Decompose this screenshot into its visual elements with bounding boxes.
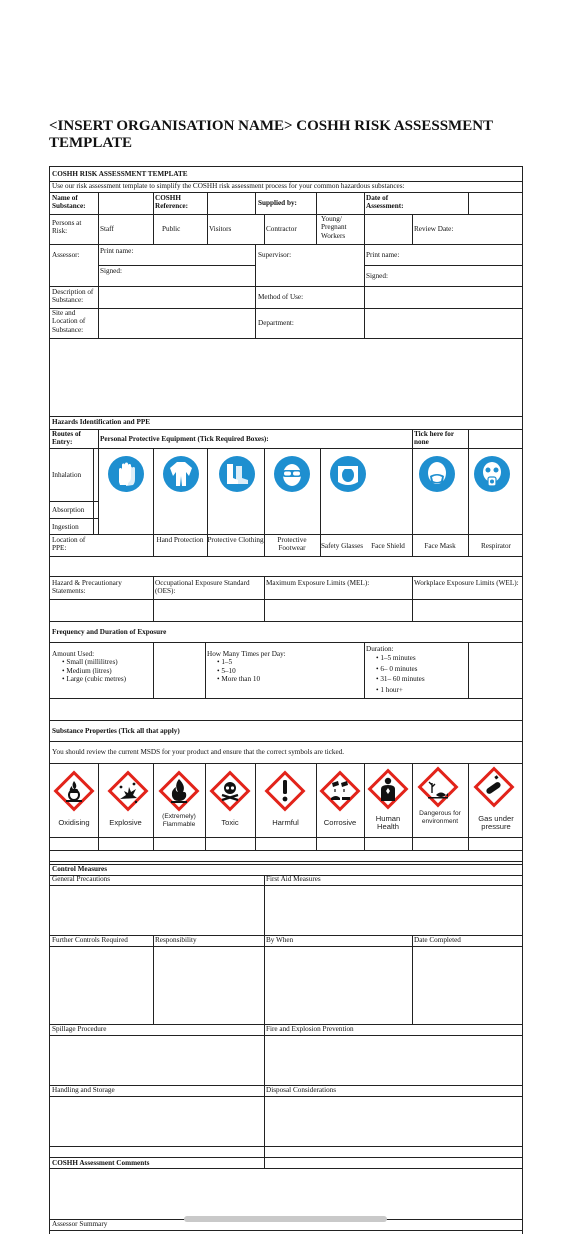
- face-shield-icon: [330, 456, 366, 492]
- routes-of-entry-label: Routes of Entry:: [52, 430, 81, 447]
- control-measures-heading: Control Measures: [52, 865, 108, 873]
- description-label: Description of Substance:: [52, 288, 94, 305]
- assessor-signed: Signed:: [100, 267, 122, 275]
- duration: [366, 645, 466, 695]
- assessor-label: Assessor:: [52, 251, 80, 259]
- date-of-assessment-label: Date of Assessment:: [366, 194, 404, 211]
- ppe-label-protective-footwear[interactable]: Protective Footwear: [277, 536, 307, 553]
- supervisor-print-name: Print name:: [366, 251, 400, 259]
- health-hazard-icon: [366, 767, 410, 811]
- oxidising-icon: [52, 769, 96, 813]
- tick-none-label: Tick here for none: [414, 430, 454, 447]
- supplied-by-label: Supplied by:: [258, 199, 297, 207]
- further-controls-label: Further Controls Required: [52, 936, 128, 944]
- supervisor-label: Supervisor:: [258, 251, 292, 259]
- explosive-icon: [106, 769, 150, 813]
- review-date-label: Review Date:: [414, 225, 454, 233]
- symbol-label-explosive[interactable]: Explosive: [109, 818, 142, 827]
- name-of-substance-label: Name of Substance:: [52, 194, 86, 211]
- disposal-label: Disposal Considerations: [266, 1086, 337, 1094]
- symbol-label-gas-under-pressure[interactable]: Gas under pressure: [478, 814, 514, 832]
- by-when-label: By When: [266, 936, 294, 944]
- route-ingestion[interactable]: Ingestion: [52, 523, 79, 531]
- oes-label: Occupational Exposure Standard (OES):: [155, 579, 250, 596]
- harmful-icon: [263, 769, 307, 813]
- ppe-label-hand-protection[interactable]: Hand Protection: [156, 536, 204, 544]
- symbol-label-human-health[interactable]: Human Health: [375, 814, 401, 832]
- duration-1-5[interactable]: • 1–5 minutes: [376, 653, 466, 663]
- times-more-than-10[interactable]: • More than 10: [217, 675, 362, 683]
- goggles-icon: [274, 456, 310, 492]
- corrosive-icon: [318, 769, 362, 813]
- location-of-ppe-label: Location of PPE:: [52, 536, 86, 553]
- intro-text: Use our risk assessment template to simplify the COSHH risk assessment process for your common hazardous substances:: [52, 182, 405, 190]
- persons-contractor[interactable]: Contractor: [266, 225, 297, 233]
- hazard-statements-label: Hazard & Precautionary Statements:: [52, 579, 122, 596]
- assessor-summary-label: Assessor Summary: [52, 1220, 108, 1228]
- comments-heading: COSHH Assessment Comments: [52, 1159, 150, 1167]
- general-precautions-label: General Precautions: [52, 875, 111, 883]
- symbol-label-environment[interactable]: Dangerous for environment: [419, 810, 461, 826]
- boots-icon: [219, 456, 255, 492]
- amount-used-label: Amount Used:: [52, 650, 95, 658]
- horizontal-scrollbar[interactable]: [184, 1216, 387, 1222]
- duration-6-30[interactable]: • 6– 0 minutes: [376, 664, 466, 674]
- frequency-heading: Frequency and Duration of Exposure: [52, 628, 167, 636]
- date-completed-label: Date Completed: [414, 936, 461, 944]
- duration-31-60[interactable]: • 31– 60 minutes: [376, 674, 466, 684]
- site-location-label: Site and Location of Substance:: [52, 309, 86, 334]
- duration-1-hour[interactable]: • 1 hour+: [376, 685, 466, 695]
- department-label: Department:: [258, 319, 294, 327]
- environment-icon: [416, 765, 460, 809]
- toxic-icon: [208, 769, 252, 813]
- symbol-label-harmful[interactable]: Harmful: [272, 818, 299, 827]
- ppe-label-safety-glasses[interactable]: Safety Glasses: [320, 542, 364, 550]
- ppe-label-protective-clothing[interactable]: Protective Clothing: [207, 536, 264, 544]
- symbol-label-corrosive[interactable]: Corrosive: [323, 818, 357, 827]
- times-per-day-label: How Many Times per Day:: [207, 650, 286, 658]
- persons-staff[interactable]: Staff: [100, 225, 114, 233]
- ppe-heading: Personal Protective Equipment (Tick Required Boxes):: [100, 435, 269, 443]
- route-absorption[interactable]: Absorption: [52, 506, 85, 514]
- ppe-label-face-shield[interactable]: Face Shield: [371, 542, 405, 550]
- amount-small[interactable]: • Small (millilitres): [62, 658, 152, 666]
- template-heading: COSHH RISK ASSESSMENT TEMPLATE: [52, 170, 188, 178]
- supervisor-signed: Signed:: [366, 272, 388, 280]
- times-per-day: [207, 650, 362, 684]
- gas-cylinder-icon: [472, 765, 516, 809]
- coverall-icon: [163, 456, 199, 492]
- persons-at-risk-label: Persons at Risk:: [52, 219, 82, 236]
- substance-note: You should review the current MSDS for your product and ensure that the correct symbols are ticked.: [52, 748, 345, 756]
- coshh-form: [49, 166, 523, 1234]
- symbol-label-oxidising[interactable]: Oxidising: [58, 818, 90, 827]
- persons-public[interactable]: Public: [162, 225, 181, 233]
- first-aid-label: First Aid Measures: [266, 875, 321, 883]
- times-5-10[interactable]: • 5–10: [217, 667, 362, 675]
- hazards-heading: Hazards Identification and PPE: [52, 418, 151, 426]
- persons-young-pregnant[interactable]: Young/ Pregnant Workers: [321, 215, 347, 240]
- ppe-label-respirator[interactable]: Respirator: [481, 542, 511, 550]
- times-1-5[interactable]: • 1–5: [217, 658, 362, 666]
- respirator-icon: [474, 456, 510, 492]
- substance-heading: Substance Properties (Tick all that apply): [52, 727, 180, 735]
- symbol-label-toxic[interactable]: Toxic: [221, 818, 239, 827]
- coshh-reference-label: COSHH Reference:: [155, 194, 188, 211]
- duration-label: Duration:: [366, 645, 394, 653]
- face-mask-icon: [419, 456, 455, 492]
- assessor-print-name: Print name:: [100, 247, 134, 255]
- amount-used: [52, 650, 152, 684]
- method-of-use-label: Method of Use:: [258, 293, 304, 301]
- gloves-icon: [108, 456, 144, 492]
- amount-large[interactable]: • Large (cubic metres): [62, 675, 152, 683]
- page-title: <INSERT ORGANISATION NAME> COSHH RISK ASSESSMENT TEMPLATE: [49, 118, 493, 151]
- persons-visitors[interactable]: Visitors: [209, 225, 232, 233]
- mel-label: Maximum Exposure Limits (MEL):: [266, 579, 370, 587]
- ppe-label-face-mask[interactable]: Face Mask: [424, 542, 456, 550]
- symbol-label-flammable[interactable]: (Extremely) Flammable: [162, 813, 196, 829]
- route-inhalation[interactable]: Inhalation: [52, 471, 82, 479]
- handling-storage-label: Handling and Storage: [52, 1086, 115, 1094]
- fire-explosion-label: Fire and Explosion Prevention: [266, 1025, 354, 1033]
- responsibility-label: Responsibility: [155, 936, 197, 944]
- flammable-icon: [157, 769, 201, 813]
- wel-label: Workplace Exposure Limits (WEL):: [414, 579, 519, 587]
- amount-medium[interactable]: • Medium (litres): [62, 667, 152, 675]
- spillage-label: Spillage Procedure: [52, 1025, 107, 1033]
